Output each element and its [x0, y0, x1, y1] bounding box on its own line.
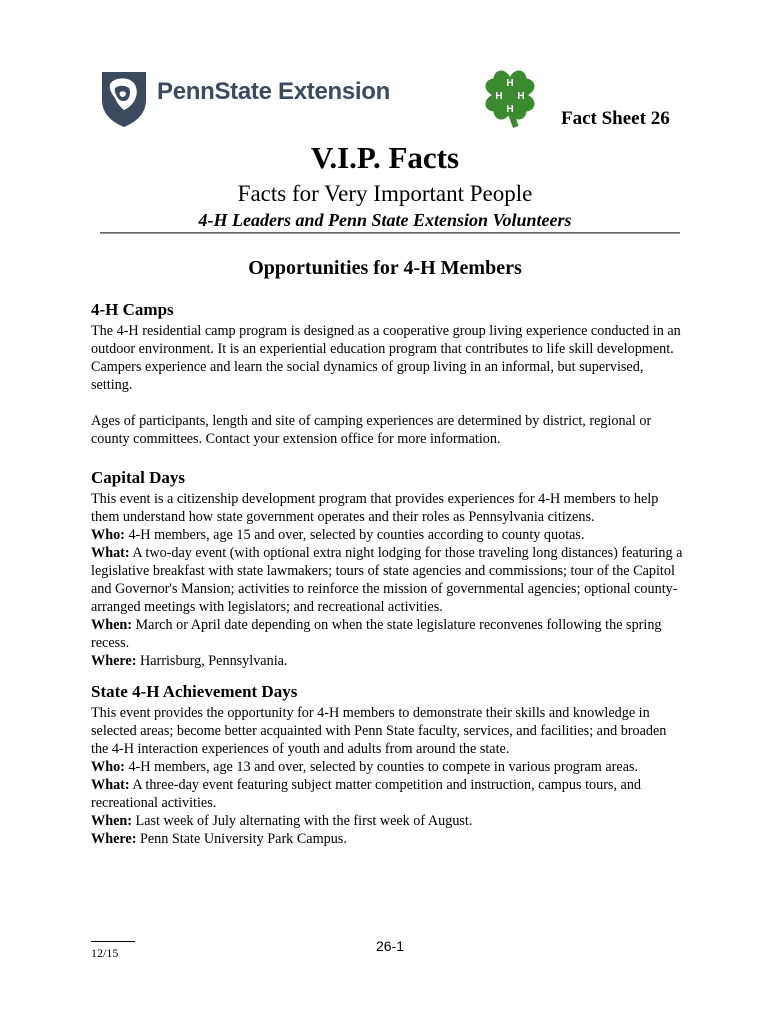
who-label: Who:: [91, 527, 125, 543]
capital-days-intro: This event is a citizenship development program that provides experiences for 4-H members to help them understand how state government operates and their roles as Pennsylvania citizens.: [91, 491, 659, 525]
capital-days-who: [91, 526, 687, 544]
footer-rule: [91, 941, 135, 942]
where-value: Penn State University Park Campus.: [136, 831, 347, 847]
achievement-days-where: [91, 830, 687, 848]
where-value: Harrisburg, Pennsylvania.: [136, 653, 288, 669]
clover-leaf-letter: H: [506, 78, 514, 89]
clover-leaf-letter: H: [506, 104, 514, 115]
what-value: A three-day event featuring subject matter competition and instruction, campus tours, and recreational activities.: [91, 777, 642, 811]
capital-days-heading: Capital Days: [91, 468, 185, 487]
where-label: Where:: [91, 831, 137, 847]
camps-heading: 4-H Camps: [91, 300, 174, 319]
who-value: 4-H members, age 13 and over, selected by counties to compete in various program areas.: [124, 759, 639, 775]
when-value: March or April date depending on when the state legislature reconvenes following the spring recess.: [91, 617, 662, 651]
document-body: [91, 300, 687, 848]
penn-state-extension-logo: [100, 70, 400, 130]
capital-days-where: [91, 652, 687, 670]
what-value: A two-day event (with optional extra night lodging for those traveling long distances) featuring a legislative breakfast with state lawmakers; tours of state agencies and commissions; tour of the Capitol and Governor's Mansion; activities to reinforce the mission of governmental agencies; optional county-arranged meetings with legislators; and recreational activities.: [91, 545, 683, 615]
when-label: When:: [91, 617, 132, 633]
four-h-clover-icon: [479, 64, 541, 130]
page-tagline: 4-H Leaders and Penn State Extension Volunteers: [198, 210, 572, 230]
nittany-lion-shield-icon: [100, 70, 148, 128]
who-label: Who:: [91, 759, 125, 775]
capital-days-when: [91, 616, 687, 652]
achievement-days-intro: This event provides the opportunity for 4-H members to demonstrate their skills and knowledge in selected areas; become better acquainted with Penn State faculty, services, and facilities; and broaden the 4-H interaction experiences of youth and adults from around the state.: [91, 705, 667, 757]
footer-date: 12/15: [91, 946, 119, 960]
page-number: 26-1: [376, 938, 405, 954]
when-value: Last week of July alternating with the first week of August.: [132, 813, 473, 829]
page-subtitle: Facts for Very Important People: [237, 181, 533, 206]
clover-leaf-letter: H: [495, 91, 503, 102]
achievement-days-heading: State 4-H Achievement Days: [91, 682, 298, 701]
what-label: What:: [91, 545, 130, 561]
what-label: What:: [91, 777, 130, 793]
achievement-days-what: [91, 776, 687, 812]
when-label: When:: [91, 813, 132, 829]
section-title: Opportunities for 4-H Members: [248, 257, 522, 279]
page-title: V.I.P. Facts: [310, 140, 460, 175]
achievement-days-who: [91, 758, 687, 776]
where-label: Where:: [91, 653, 137, 669]
camps-paragraph-1: The 4-H residential camp program is designed as a cooperative group living experience conducted in an outdoor environment. It is an experiential education program that contributes to life skill development. Campers experience and learn the social dynamics of group living in an informal, but supervised, setting.: [91, 323, 681, 393]
fact-sheet-number: Fact Sheet 26: [561, 108, 670, 129]
logo-wordmark: PennState Extension: [157, 78, 391, 105]
capital-days-what: [91, 544, 687, 616]
achievement-days-when: [91, 812, 687, 830]
who-value: 4-H members, age 15 and over, selected by counties according to county quotas.: [124, 527, 585, 543]
camps-paragraph-2: Ages of participants, length and site of camping experiences are determined by district, regional or county committees. Contact your extension office for more information.: [91, 413, 652, 447]
clover-leaf-letter: H: [517, 91, 525, 102]
header-divider: [100, 232, 680, 234]
